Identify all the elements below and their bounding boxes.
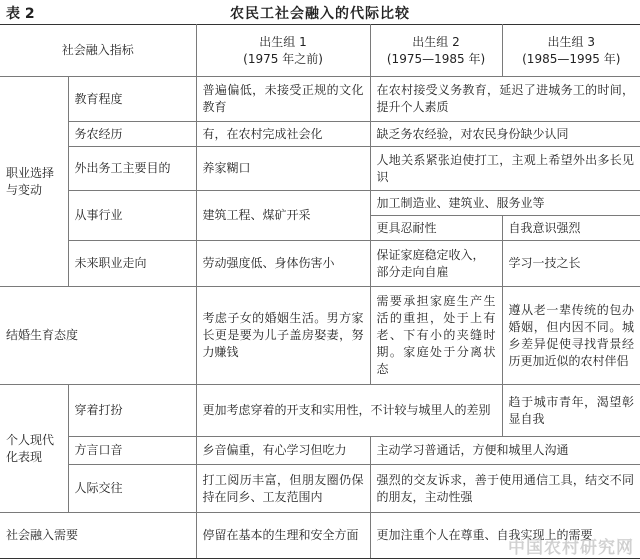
cell-future-g2: 保证家庭稳定收入，部分走向自雇 [370, 241, 502, 287]
table-row [0, 122, 640, 147]
cell-industry-g3: 自我意识强烈 [502, 216, 640, 241]
row-label-dress: 穿着打扮 [68, 385, 196, 437]
generational-comparison-table [0, 24, 640, 559]
table-row [0, 385, 640, 437]
cell-farming-g23: 缺乏务农经验，对农民身份缺少认同 [370, 122, 640, 147]
cell-education-g23: 在农村接受义务教育，延迟了进城务工的时间，提升个人素质 [370, 77, 640, 122]
row-label-purpose: 外出务工主要目的 [68, 147, 196, 191]
cell-needs-g1: 停留在基本的生理和安全方面 [196, 513, 370, 559]
table-row [0, 287, 640, 385]
row-label-industry: 从事行业 [68, 191, 196, 241]
cell-industry-g2: 更具忍耐性 [370, 216, 502, 241]
row-label-future: 未来职业走向 [68, 241, 196, 287]
table-caption [0, 0, 640, 24]
cell-education-g1: 普遍偏低，未接受正规的文化教育 [196, 77, 370, 122]
cell-farming-g1: 有，在农村完成社会化 [196, 122, 370, 147]
cell-marriage-g2: 需要承担家庭生产生活的重担，处于上有老、下有小的夹缝时期。家庭处于分离状态 [370, 287, 502, 385]
cell-social-g1: 打工阅历丰富，但朋友圈仍保持在同乡、工友范围内 [196, 465, 370, 513]
row-label-farming: 务农经历 [68, 122, 196, 147]
table-row [0, 77, 640, 122]
header-group-2-years: (1975—1985 年) [386, 51, 486, 66]
header-group-1-name: 出生组 1 [259, 34, 307, 49]
table-row [0, 465, 640, 513]
cell-dress-g12: 更加考虑穿着的开支和实用性，不计较与城里人的差别 [196, 385, 502, 437]
cell-industry-g23: 加工制造业、建筑业、服务业等 [370, 191, 640, 216]
header-group-2-name: 出生组 2 [412, 34, 460, 49]
table-row [0, 191, 640, 216]
cell-marriage-g1: 考虑子女的婚姻生活。男方家长更是要为儿子盖房娶妻，努力赚钱 [196, 287, 370, 385]
category-modernization: 个人现代化表现 [0, 385, 68, 513]
header-group-3-name: 出生组 3 [547, 34, 595, 49]
watermark: 中国农村研究网 [508, 538, 634, 558]
cell-dialect-g23: 主动学习普通话，方便和城里人沟通 [370, 437, 640, 465]
cell-marriage-g3: 遵从老一辈传统的包办婚姻，但内因不同。城乡差异促使寻找背景经历更加近似的农村伴侣 [502, 287, 640, 385]
cell-dress-g3: 趋于城市青年，渴望彰显自我 [502, 385, 640, 437]
table-row [0, 513, 640, 559]
category-career: 职业选择与变动 [0, 77, 68, 287]
table-title: 农民工社会融入的代际比较 [230, 6, 410, 22]
cell-needs-g23: 更加注重个人在尊重、自我实现上的需要 [370, 513, 640, 559]
header-group-3 [502, 25, 640, 77]
category-marriage: 结婚生育态度 [0, 287, 196, 385]
header-group-1 [196, 25, 370, 77]
table-row [0, 147, 640, 191]
cell-future-g3: 学习一技之长 [502, 241, 640, 287]
cell-dialect-g1: 乡音偏重，有心学习但吃力 [196, 437, 370, 465]
header-group-1-years: (1975 年之前) [243, 51, 323, 66]
table-number: 表 2 [6, 6, 35, 22]
cell-future-g1: 劳动强度低、身体伤害小 [196, 241, 370, 287]
row-label-dialect: 方言口音 [68, 437, 196, 465]
row-label-social: 人际交往 [68, 465, 196, 513]
header-group-3-years: (1985—1995 年) [522, 51, 621, 66]
cell-industry-g1: 建筑工程、煤矿开采 [196, 191, 370, 241]
cell-purpose-g23: 人地关系紧张迫使打工，主观上希望外出多长见识 [370, 147, 640, 191]
header-group-2 [370, 25, 502, 77]
table-row [0, 241, 640, 287]
category-needs: 社会融入需要 [0, 513, 196, 559]
header-row [0, 25, 640, 77]
table-row [0, 437, 640, 465]
cell-purpose-g1: 养家糊口 [196, 147, 370, 191]
header-indicator: 社会融入指标 [0, 25, 196, 77]
row-label-education: 教育程度 [68, 77, 196, 122]
cell-social-g23: 强烈的交友诉求，善于使用通信工具，结交不同的朋友，主动性强 [370, 465, 640, 513]
